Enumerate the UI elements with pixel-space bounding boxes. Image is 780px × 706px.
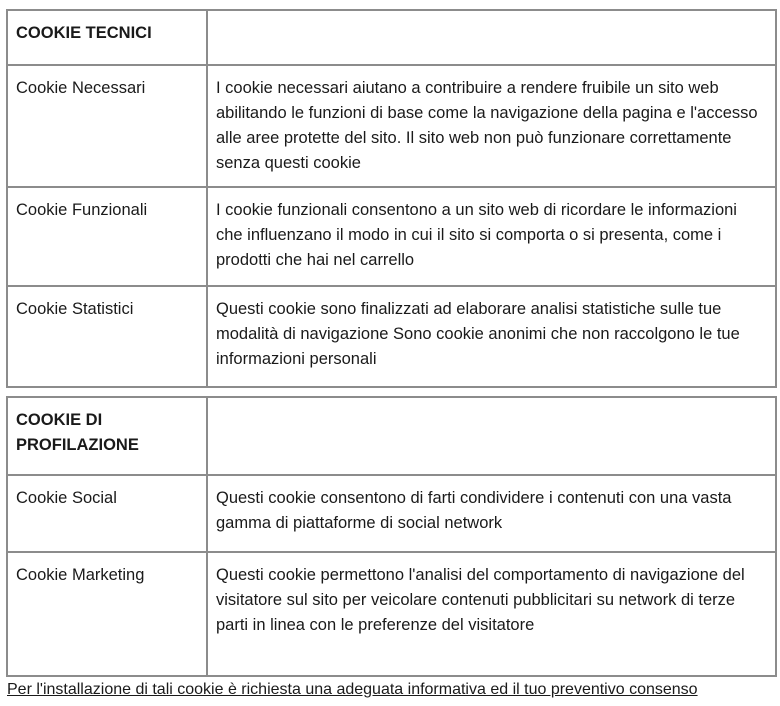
section-header: COOKIE TECNICI [7, 10, 207, 65]
table-row [7, 187, 776, 286]
cookie-description: Questi cookie consentono di farti condividere i contenuti con una vasta gamma di piattaforme di social network [207, 475, 776, 552]
cookie-description: Questi cookie sono finalizzati ad elaborare analisi statistiche sulle tue modalità di navigazione Sono cookie anonimi che non raccolgono le tue informazioni personali [207, 286, 776, 387]
cookie-name: Cookie Funzionali [7, 187, 207, 286]
empty-header-cell [207, 10, 776, 65]
table-row [7, 286, 776, 387]
cookie-name: Cookie Marketing [7, 552, 207, 676]
consent-footnote: Per l'installazione di tali cookie è richiesta una adeguata informativa ed il tuo preventivo consenso [7, 681, 698, 698]
empty-header-cell [207, 397, 776, 475]
table-header-row [7, 397, 776, 475]
cookie-name: Cookie Statistici [7, 286, 207, 387]
cookie-description: I cookie funzionali consentono a un sito web di ricordare le informazioni che influenzano il modo in cui il sito si comporta o si presenta, come i prodotti che hai nel carrello [207, 187, 776, 286]
cookie-description: Questi cookie permettono l'analisi del comportamento di navigazione del visitatore sul sito per veicolare contenuti pubblicitari su network di terze parti in linea con le preferenze del visitatore [207, 552, 776, 676]
cookie-name: Cookie Social [7, 475, 207, 552]
cookie-description: I cookie necessari aiutano a contribuire a rendere fruibile un sito web abilitando le funzioni di base come la navigazione della pagina e l'accesso alle aree protette del sito. Il sito web non può funzionare correttamente senza questi cookie [207, 65, 776, 187]
cookie-profilazione-table [6, 396, 777, 677]
section-header: COOKIE DI PROFILAZIONE [7, 397, 207, 475]
table-row [7, 65, 776, 187]
cookie-tecnici-table [6, 9, 777, 388]
table-header-row [7, 10, 776, 65]
cookie-name: Cookie Necessari [7, 65, 207, 187]
table-row [7, 552, 776, 676]
table-row [7, 475, 776, 552]
